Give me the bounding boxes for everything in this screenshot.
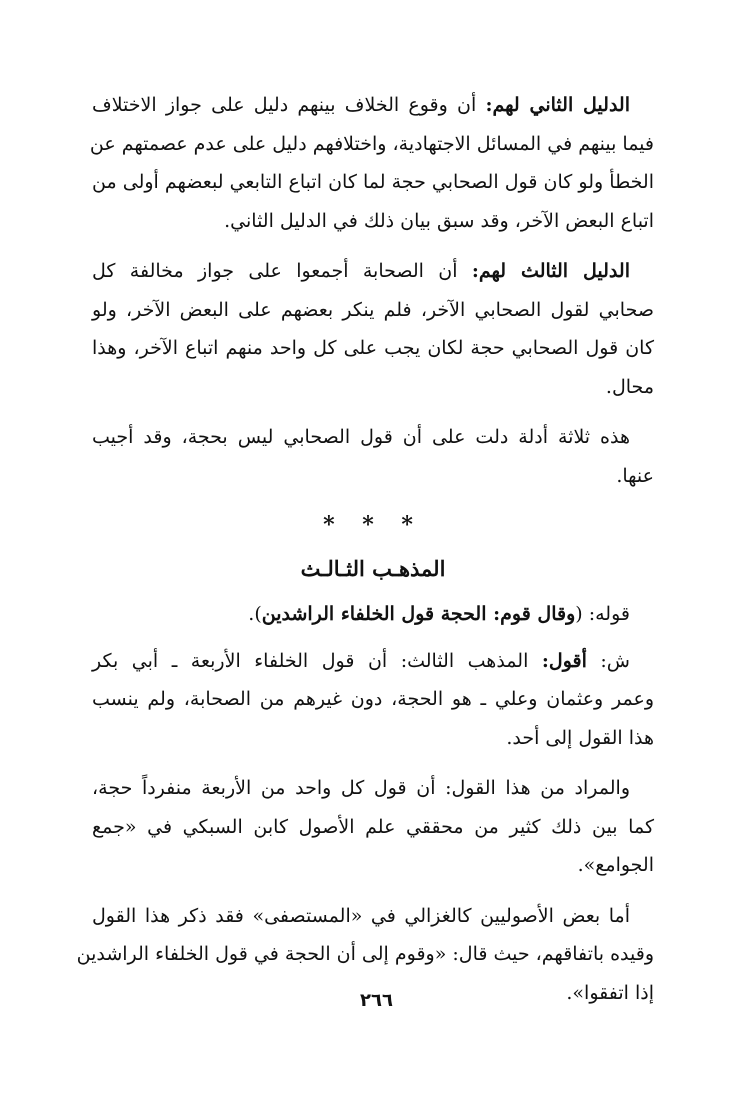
text-line [92, 595, 654, 634]
paragraph-summary [92, 418, 654, 495]
text-line: هذا القول إلى أحد. [506, 726, 654, 749]
text-line: إذا اتفقوا». [566, 981, 654, 1004]
paragraph-third-evidence [92, 252, 654, 406]
text-line: الجوامع». [577, 854, 654, 876]
text-line: اتباع البعض الآخر، وقد سبق بيان ذلك في الدليل الثاني. [224, 209, 654, 232]
paragraph-commentary [92, 642, 654, 758]
line-text: أن وقوع الخلاف بينهم دليل على جواز الاختلاف [92, 94, 486, 116]
text-line: عنها. [616, 464, 654, 487]
text-line: وعمر وعثمان وعلي ـ هو الحجة، دون غيرهم من الصحابة، ولم ينسب [92, 688, 654, 710]
text-line: الخطأ ولو كان قول الصحابي حجة لما كان اتباع التابعي لبعضهم أولى من [92, 171, 654, 193]
paragraph-quote [92, 595, 654, 634]
bold-quote: وقال قوم: الحجة قول الخلفاء الراشدين [261, 603, 576, 625]
bold-lead: الدليل الثالث لهم: [471, 260, 630, 282]
line-prefix: ش: [586, 649, 630, 672]
section-separator: * * * [323, 512, 423, 538]
text-line: كان قول الصحابي حجة لكان يجب على كل واحد منهم اتباع الآخر، وهذا [92, 337, 654, 359]
text-line: أما بعض الأصوليين كالغزالي في «المستصفى» فقد ذكر هذا القول [92, 904, 630, 927]
line-text: المذهب الثالث: أن قول الخلفاء الأربعة ـ أبي بكر [92, 649, 542, 672]
section-heading: المذهـب الثـالـث [300, 556, 446, 581]
text-line [92, 86, 654, 125]
line-prefix: قوله: ( [575, 603, 630, 625]
page-content [76, 86, 654, 1024]
paragraph-meaning [92, 769, 654, 885]
bold-lead: أقول: [541, 649, 587, 672]
line-text: ). [248, 603, 262, 625]
text-line: هذه ثلاثة أدلة دلت على أن قول الصحابي ليس بحجة، وقد أجيب [92, 426, 630, 448]
line-text: أن الصحابة أجمعوا على جواز مخالفة كل [92, 260, 472, 282]
text-line: فيما بينهم في المسائل الاجتهادية، واختلافهم دليل على عدم عصمتهم عن [89, 132, 654, 155]
text-line [92, 252, 654, 291]
text-line: صحابي لقول الصحابي الآخر، فلم ينكر بعضهم على البعض الآخر، ولو [92, 298, 654, 321]
text-line: كما بين ذلك كثير من محققي علم الأصول كابن السبكي في «جمع [92, 815, 654, 838]
page-number: ٢٦٦ [360, 990, 393, 1011]
bold-lead: الدليل الثاني لهم: [485, 94, 630, 116]
text-line: وقيده باتفاقهم، حيث قال: «وقوم إلى أن الحجة في قول الخلفاء الراشدين [76, 943, 654, 965]
text-line: والمراد من هذا القول: أن قول كل واحد من الأربعة منفرداً حجة، [92, 777, 630, 799]
text-line: محال. [605, 375, 654, 398]
text-line [92, 642, 654, 681]
paragraph-second-evidence [89, 86, 654, 240]
